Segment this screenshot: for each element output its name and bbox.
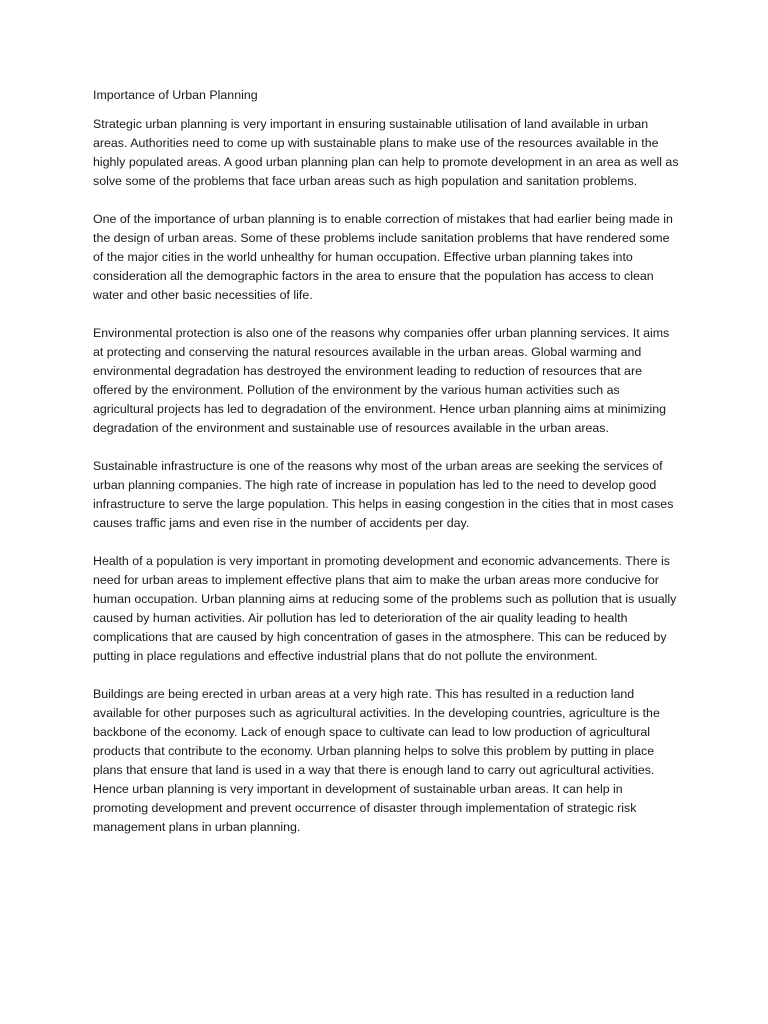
paragraph-correction: One of the importance of urban planning is to enable correction of mistakes that had earlier being made in the design of urban areas. Some of these problems include sanitation problems that have rendered some of the major cities in the world unhealthy for human occupation. Effective urban planning takes into consideration all the demographic factors in the area to ensure that the population has access to clean water and other basic necessities of life. (93, 212, 673, 302)
paragraph-health: Health of a population is very important in promoting development and economic advancements. There is need for urban areas to implement effective plans that aim to make the urban areas more conducive for human occupation. Urban planning aims at reducing some of the problems such as pollution that is usually caused by human activities. Air pollution has led to deterioration of the air quality leading to health complications that are caused by high concentration of gases in the atmosphere. This can be reduced by putting in place regulations and effective industrial plans that do not pollute the environment. (93, 554, 677, 663)
paragraph-environment: Environmental protection is also one of the reasons why companies offer urban planning services. It aims at protecting and conserving the natural resources available in the urban areas. Global warming and environmental degradation has destroyed the environment leading to reduction of resources that are offered by the environment. Pollution of the environment by the various human activities such as agricultural projects has led to degradation of the environment. Hence urban planning aims at minimizing degradation of the environment and sustainable use of resources available in the urban areas. (93, 326, 670, 435)
paragraph-infrastructure: Sustainable infrastructure is one of the reasons why most of the urban areas are seeking the services of urban planning companies. The high rate of increase in population has led to the need to develop good infrastructure to serve the large population. This helps in easing congestion in the cities that in most cases causes traffic jams and even rise in the number of accidents per day. (93, 459, 674, 530)
paragraph-intro: Strategic urban planning is very important in ensuring sustainable utilisation of land available in urban areas. Authorities need to come up with sustainable plans to make use of the resources available in the highly populated areas. A good urban planning plan can help to promote development in an area as well as solve some of the problems that face urban areas such as high population and sanitation problems. (93, 117, 679, 188)
paragraph-buildings: Buildings are being erected in urban areas at a very high rate. This has resulted in a reduction land available for other purposes such as agricultural activities. In the developing countries, agriculture is the backbone of the economy. Lack of enough space to cultivate can lead to low production of agricultural products that contribute to the economy. Urban planning helps to solve this problem by putting in place plans that ensure that land is used in a way that there is enough land to carry out agricultural activities. Hence urban planning is very important in development of sustainable urban areas. It can help in promoting development and prevent occurrence of disaster through implementation of strategic risk management plans in urban planning. (93, 687, 660, 834)
document-page (93, 86, 681, 856)
document-title: Importance of Urban Planning (93, 88, 258, 102)
